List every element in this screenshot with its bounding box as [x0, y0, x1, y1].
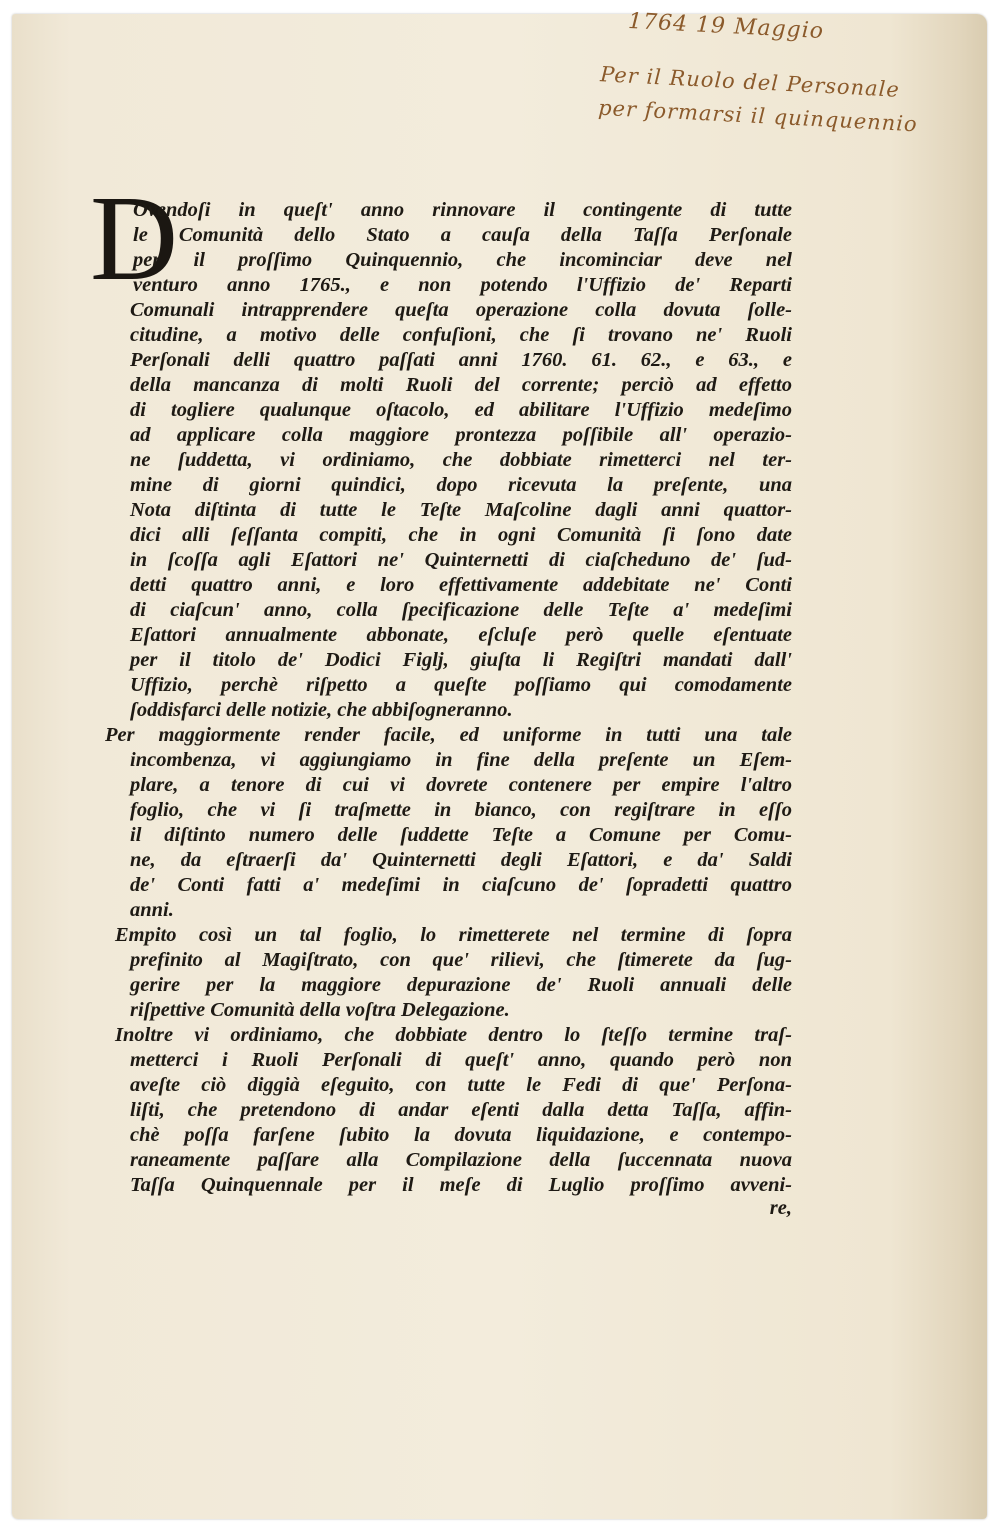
text-line: per il proſſimo Quinquennio, che incominciar deve nel [133, 249, 792, 271]
text-line: foglio, che vi ſi traſmette in bianco, con regiſtrare in eſſo [130, 799, 792, 821]
text-line: di ciaſcun' anno, colla ſpecificazione delle Teſte a' medeſimi [130, 599, 792, 621]
text-line: ne ſuddetta, vi ordiniamo, che dobbiate rimetterci nel ter- [130, 449, 792, 471]
text-line: in ſcoſſa agli Eſattori ne' Quinternetti di ciaſcheduno de' ſud- [130, 549, 792, 571]
handwritten-note-line-1: Per il Ruolo del Personale [599, 62, 901, 102]
text-line: detti quattro anni, e loro effettivamente addebitate ne' Conti [130, 574, 792, 596]
text-line: chè poſſa farſene ſubito la dovuta liquidazione, e contempo- [130, 1124, 792, 1146]
drop-cap: D [90, 171, 179, 306]
text-line: citudine, a motivo delle confuſioni, che ſi trovano ne' Ruoli [130, 324, 792, 346]
text-line: della mancanza di molti Ruoli del corrente; perciò ad effetto [130, 374, 792, 396]
text-line: Comunali intrapprendere queſta operazione colla dovuta ſolle- [130, 299, 792, 321]
text-line: Inoltre vi ordiniamo, che dobbiate dentro lo ſteſſo termine traſ- [115, 1024, 792, 1046]
text-line: venturo anno 1765., e non potendo l'Uffizio de' Reparti [133, 274, 792, 296]
text-line: raneamente paſſare alla Compilazione della ſuccennata nuova [130, 1149, 792, 1171]
text-line: per il titolo de' Dodici Figlj, giuſta li Regiſtri mandati dall' [130, 649, 792, 671]
text-line: Eſattori annualmente abbonate, eſcluſe però quelle eſentuate [130, 624, 792, 646]
text-line: riſpettive Comunità della voſtra Delegazione. [130, 999, 510, 1021]
text-line: plare, a tenore di cui vi dovrete contenere per empire l'altro [130, 774, 792, 796]
text-line: de' Conti fatti a' medeſimi in ciaſcuno de' ſopradetti quattro [130, 874, 792, 896]
text-line: metterci i Ruoli Perſonali di queſt' anno, quando però non [130, 1049, 792, 1071]
text-line: aveſte ciò diggià eſeguito, con tutte le Fedi di que' Perſona- [130, 1074, 792, 1096]
text-line: prefinito al Magiſtrato, con que' rilievi, che ſtimerete da ſug- [130, 949, 792, 971]
handwritten-note-line-2: per formarsi il quinquennio [597, 95, 919, 137]
text-line: liſti, che pretendono di andar eſenti dalla detta Taſſa, affin- [130, 1099, 792, 1121]
text-line: re, [769, 1197, 792, 1219]
text-line: ne, da eſtraerſi da' Quinternetti degli Eſattori, e da' Saldi [130, 849, 792, 871]
text-line: le Comunità dello Stato a cauſa della Taſſa Perſonale [133, 224, 792, 246]
text-line: anni. [130, 899, 174, 921]
text-line: Taſſa Quinquennale per il meſe di Luglio proſſimo avveni- [130, 1174, 792, 1196]
text-line: ad applicare colla maggiore prontezza poſſibile all' operazio- [130, 424, 792, 446]
text-line: Nota diſtinta di tutte le Teſte Maſcoline dagli anni quattor- [130, 499, 792, 521]
text-line: Per maggiormente render facile, ed uniforme in tutti una tale [105, 724, 792, 746]
text-line: Empito così un tal foglio, lo rimetterete nel termine di ſopra [115, 924, 792, 946]
text-line: dici alli ſeſſanta compiti, che in ogni Comunità ſi ſono date [130, 524, 792, 546]
text-line: Ovendoſi in queſt' anno rinnovare il contingente di tutte [133, 199, 792, 221]
text-line: incombenza, vi aggiungiamo in fine della preſente un Eſem- [130, 749, 792, 771]
text-line: Perſonali delli quattro paſſati anni 1760. 61. 62., e 63., e [130, 349, 792, 371]
text-line: gerire per la maggiore depurazione de' Ruoli annuali delle [130, 974, 792, 996]
text-line: Uffizio, perchè riſpetto a queſte poſſiamo qui comodamente [130, 674, 792, 696]
handwritten-date: 1764 19 Maggio [627, 8, 825, 45]
text-line: di togliere qualunque oſtacolo, ed abilitare l'Uffizio medeſimo [130, 399, 792, 421]
text-line: mine di giorni quindici, dopo ricevuta la preſente, una [130, 474, 792, 496]
text-line: il diſtinto numero delle ſuddette Teſte a Comune per Comu- [130, 824, 792, 846]
text-line: ſoddisfarci delle notizie, che abbiſogneranno. [130, 699, 513, 721]
